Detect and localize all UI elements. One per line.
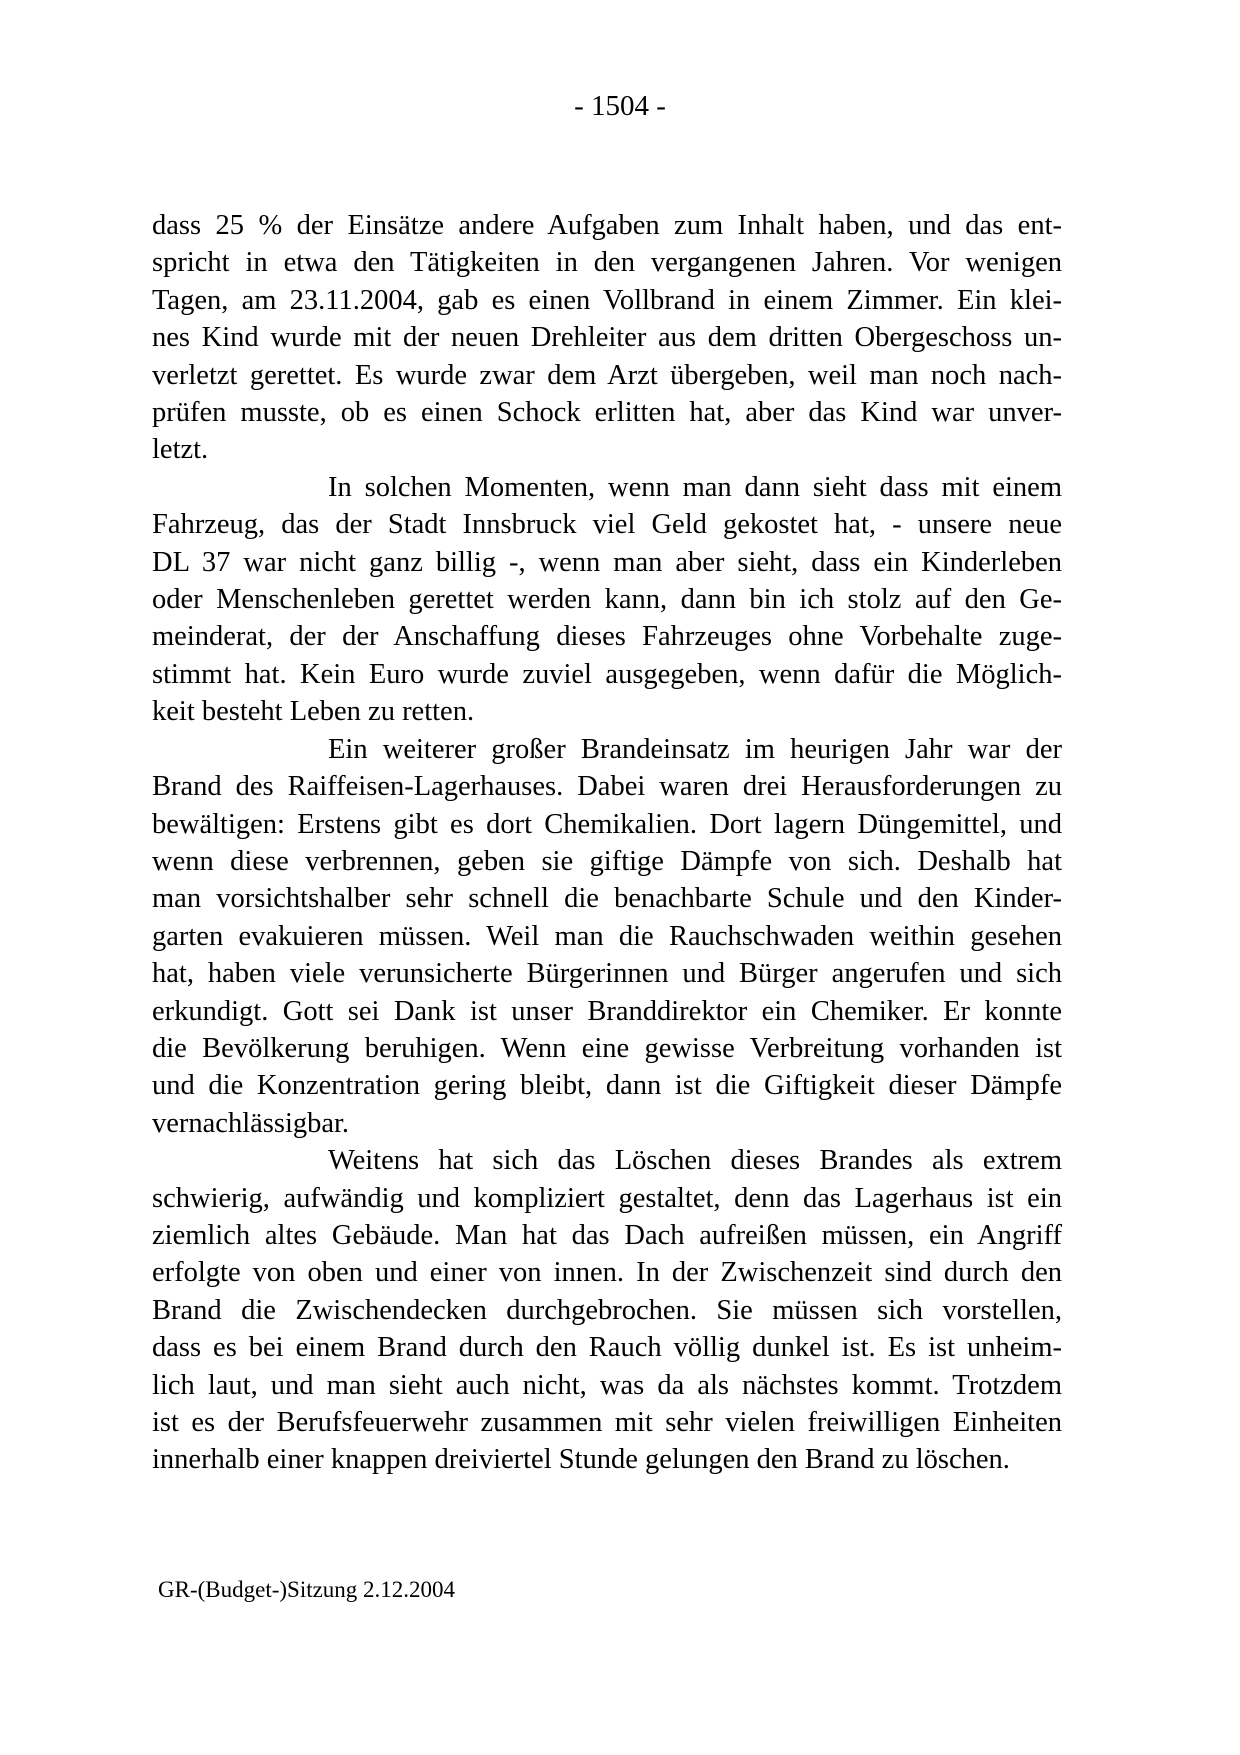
document-body	[152, 207, 1062, 1479]
text-line: spricht in etwa den Tätigkeiten in den vergangenen Jahren. Vor wenigen	[152, 247, 1062, 279]
text-line: Ein weiterer großer Brandeinsatz im heurigen Jahr war der	[328, 733, 1062, 765]
text-line: schwierig, aufwändig und kompliziert gestaltet, denn das Lagerhaus ist ein	[152, 1182, 1062, 1214]
text-line: Fahrzeug, das der Stadt Innsbruck viel Geld gekostet hat, - unsere neue	[152, 509, 1062, 541]
text-line: lich laut, und man sieht auch nicht, was da als nächstes kommt. Trotzdem	[152, 1369, 1062, 1401]
text-line: verletzt gerettet. Es wurde zwar dem Arzt übergeben, weil man noch nach-	[152, 359, 1062, 391]
text-line: oder Menschenleben gerettet werden kann, dann bin ich stolz auf den Ge-	[152, 584, 1062, 616]
text-line: dass es bei einem Brand durch den Rauch völlig dunkel ist. Es ist unheim-	[152, 1332, 1062, 1364]
text-line: wenn diese verbrennen, geben sie giftige Dämpfe von sich. Deshalb hat	[152, 845, 1062, 877]
text-line: prüfen musste, ob es einen Schock erlitten hat, aber das Kind war unver-	[152, 397, 1062, 429]
text-line: erkundigt. Gott sei Dank ist unser Branddirektor ein Chemiker. Er konnte	[152, 995, 1062, 1027]
text-line: dass 25 % der Einsätze andere Aufgaben zum Inhalt haben, und das ent-	[152, 210, 1062, 241]
text-line: nes Kind wurde mit der neuen Drehleiter aus dem dritten Obergeschoss un-	[152, 322, 1062, 354]
page-number: - 1504 -	[574, 90, 666, 122]
text-line: man vorsichtshalber sehr schnell die benachbarte Schule und den Kinder-	[152, 883, 1062, 915]
text-line: stimmt hat. Kein Euro wurde zuviel ausgegeben, wenn dafür die Möglich-	[152, 658, 1062, 690]
text-line: keit besteht Leben zu retten.	[152, 696, 475, 728]
text-line: ist es der Berufsfeuerwehr zusammen mit sehr vielen freiwilligen Einheiten	[152, 1407, 1062, 1438]
text-line: erfolgte von oben und einer von innen. In der Zwischenzeit sind durch den	[152, 1257, 1062, 1289]
text-line: hat, haben viele verunsicherte Bürgerinnen und Bürger angerufen und sich	[152, 958, 1062, 990]
text-line: Brand des Raiffeisen-Lagerhauses. Dabei waren drei Herausforderungen zu	[152, 771, 1062, 803]
text-line: In solchen Momenten, wenn man dann sieht dass mit einem	[328, 471, 1062, 503]
text-line: letzt.	[152, 434, 209, 466]
text-line: garten evakuieren müssen. Weil man die Rauchschwaden weithin gesehen	[152, 920, 1062, 952]
text-line: vernachlässigbar.	[152, 1107, 350, 1139]
text-line: Tagen, am 23.11.2004, gab es einen Vollbrand in einem Zimmer. Ein klei-	[152, 284, 1062, 316]
text-line: innerhalb einer knappen dreiviertel Stunde gelungen den Brand zu löschen.	[152, 1444, 1010, 1476]
text-line: Weitens hat sich das Löschen dieses Brandes als extrem	[328, 1145, 1062, 1177]
text-line: Brand die Zwischendecken durchgebrochen. Sie müssen sich vorstellen,	[152, 1294, 1062, 1326]
text-line: meinderat, der der Anschaffung dieses Fahrzeuges ohne Vorbehalte zuge-	[152, 621, 1062, 653]
text-line: die Bevölkerung beruhigen. Wenn eine gewisse Verbreitung vorhanden ist	[152, 1032, 1062, 1064]
text-line: bewältigen: Erstens gibt es dort Chemikalien. Dort lagern Düngemittel, und	[152, 808, 1062, 840]
text-line: und die Konzentration gering bleibt, dann ist die Giftigkeit dieser Dämpfe	[152, 1070, 1062, 1102]
footer-session-label: GR-(Budget-)Sitzung 2.12.2004	[158, 1577, 456, 1602]
text-line: DL 37 war nicht ganz billig -, wenn man aber sieht, dass ein Kinderleben	[152, 546, 1062, 578]
text-line: ziemlich altes Gebäude. Man hat das Dach aufreißen müssen, ein Angriff	[152, 1219, 1062, 1251]
